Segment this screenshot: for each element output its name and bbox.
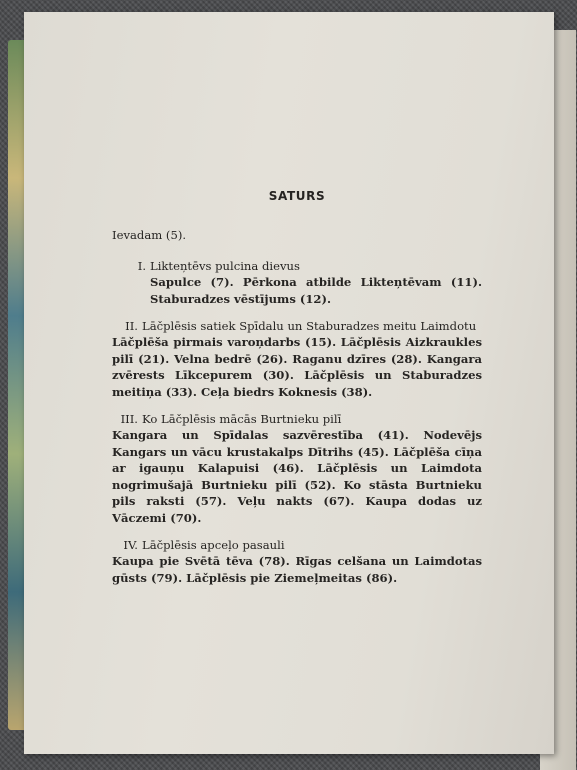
toc-section: [112, 258, 482, 307]
toc-section-number: III.: [120, 412, 138, 427]
toc-section-heading: [112, 411, 482, 427]
toc-section-number: I.: [137, 258, 146, 273]
toc-section: [112, 537, 482, 586]
toc-section-items: Sapulce (7). Pērkona atbilde Likteņtēvam (11). Staburadzes vēstījums (12).: [150, 275, 482, 306]
toc-section: [112, 318, 482, 400]
toc-section-title: Ko Lāčplēsis mācās Burtnieku pilī: [142, 412, 342, 427]
toc-section-heading: [112, 258, 482, 274]
toc-section-number: IV.: [123, 537, 138, 552]
table-of-contents: [112, 188, 482, 597]
toc-section-items: Kangara un Spīdalas sazvērestība (41). Nodevējs Kangars un vācu krustakalps Dītrihs (45). Lāčplēša cīņa ar igauņu Kalapuisi (46). Lāčplēsis un Laimdota nogrimušajā Burtnieku pilī (52). Ko stāsta Burtnieku pils raksti (57). Veļu nakts (67). Kaupa dodas uz Vāczemi (70).: [112, 428, 482, 525]
page-title: SATURS: [268, 189, 326, 203]
toc-section: [112, 411, 482, 526]
toc-section-number: II.: [125, 319, 138, 334]
toc-section-heading: [112, 537, 482, 553]
toc-section-title: Lāčplēsis satiek Spīdalu un Staburadzes meitu Laimdotu: [142, 319, 477, 334]
toc-section-title: Likteņtēvs pulcina dievus: [150, 258, 300, 273]
toc-section-heading: [112, 318, 482, 334]
toc-section-title: Lāčplēsis apceļo pasauli: [142, 537, 285, 552]
toc-section-items: Lāčplēša pirmais varoņdarbs (15). Lāčplēsis Aizkraukles pilī (21). Velna bedrē (26). Raganu dzīres (28). Kangara zvērests Līkcepurem (30). Lāčplēsis un Staburadzes meitiņa (33). Ceļa biedrs Koknesis (38).: [112, 335, 482, 399]
toc-intro-entry: Ievadam (5).: [112, 228, 187, 243]
toc-section-items: Kaupa pie Svētā tēva (78). Rīgas celšana un Laimdotas gūsts (79). Lāčplēsis pie Ziemeļmeitas (86).: [112, 554, 482, 585]
